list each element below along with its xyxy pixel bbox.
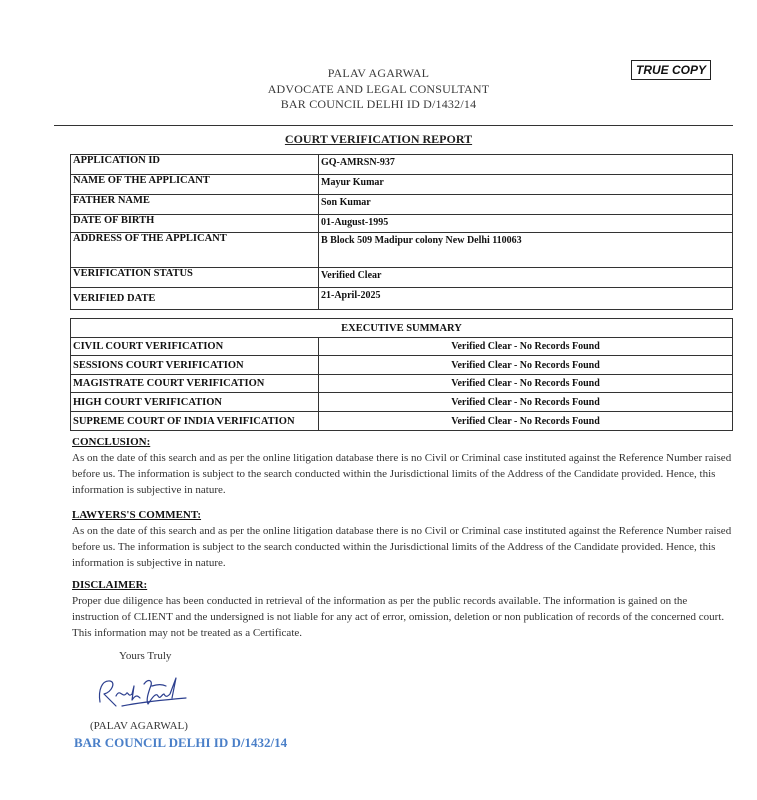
table-row [71,319,733,338]
detail-value: GQ-AMRSN-937 [319,155,733,175]
table-row [71,215,733,233]
detail-label: DATE OF BIRTH [71,215,319,233]
report-title: COURT VERIFICATION REPORT [284,132,473,146]
table-row [71,288,733,310]
summary-label: SUPREME COURT OF INDIA VERIFICATION [71,412,319,431]
handwritten-signature [92,672,192,719]
disclaimer-text: Proper due diligence has been conducted in retrieval of the information as per the public records available. The information is gained on the instruction of CLIENT and the undersigned is not liable for any act of error, omission, deletion or non publication of records of the concerned court. This information may not be treated as a Certificate. [72,595,725,639]
table-row [71,356,733,375]
table-row [71,175,733,195]
table-row [71,338,733,356]
lawyers-comment-heading: LAWYERS'S COMMENT: [72,509,202,521]
conclusion-heading: CONCLUSION: [72,436,151,448]
detail-value: 01-August-1995 [319,215,733,233]
conclusion-text: As on the date of this search and as per the online litigation database there is no Civil or Criminal case instituted against the Reference Number raised before us. The information is subject to the search conducted within the Jurisdictional limits of the Address of the Candidate provided. Hence, this information is subjective in nature. [72,452,732,496]
table-row [71,195,733,215]
summary-value: Verified Clear - No Records Found [319,412,733,431]
disclaimer-heading: DISCLAIMER: [72,579,148,591]
header-divider [54,125,733,126]
table-row [71,268,733,288]
table-row [71,412,733,431]
table-row [71,155,733,175]
signatory-name: (PALAV AGARWAL) [90,720,188,732]
summary-value: Verified Clear - No Records Found [319,375,733,393]
advocate-name: PALAV AGARWAL [327,66,430,80]
detail-value: Mayur Kumar [319,175,733,195]
conclusion-section [72,434,732,498]
summary-value: Verified Clear - No Records Found [319,356,733,375]
table-row [71,233,733,268]
table-row [71,393,733,412]
detail-value: Son Kumar [319,195,733,215]
summary-label: CIVIL COURT VERIFICATION [71,338,319,356]
detail-value: 21-April-2025 [319,288,733,310]
detail-label: APPLICATION ID [71,155,319,175]
summary-label: SESSIONS COURT VERIFICATION [71,356,319,375]
advocate-title: ADVOCATE AND LEGAL CONSULTANT [267,82,490,96]
disclaimer-section [72,577,732,641]
detail-label: ADDRESS OF THE APPLICANT [71,233,319,268]
detail-label: VERIFICATION STATUS [71,268,319,288]
true-copy-stamp: TRUE COPY [631,60,711,80]
signatory-bar-id: BAR COUNCIL DELHI ID D/1432/14 [74,735,288,750]
table-row [71,375,733,393]
summary-value: Verified Clear - No Records Found [319,393,733,412]
detail-value: B Block 509 Madipur colony New Delhi 110063 [319,233,733,268]
summary-label: HIGH COURT VERIFICATION [71,393,319,412]
executive-summary-heading: EXECUTIVE SUMMARY [71,319,733,338]
lawyers-comment-section [72,507,732,571]
detail-label: VERIFIED DATE [71,288,319,310]
executive-summary-table [70,318,733,431]
summary-value: Verified Clear - No Records Found [319,338,733,356]
detail-value: Verified Clear [319,268,733,288]
lawyers-comment-text: As on the date of this search and as per the online litigation database there is no Civil or Criminal case instituted against the Reference Number raised before us. The information is subject to the search conducted within the Jurisdictional limits of the Address of the Candidate provided. Hence, this information is subjective in nature. [72,525,732,569]
detail-label: FATHER NAME [71,195,319,215]
summary-label: MAGISTRATE COURT VERIFICATION [71,375,319,393]
closing-salutation: Yours Truly [119,650,172,662]
advocate-bar-id: BAR COUNCIL DELHI ID D/1432/14 [280,97,477,111]
detail-label: NAME OF THE APPLICANT [71,175,319,195]
applicant-details-table [70,154,733,310]
